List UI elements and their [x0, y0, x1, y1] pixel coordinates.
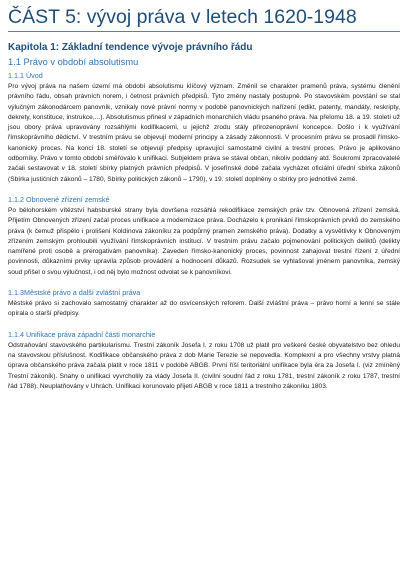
subsection-text-unification: Odstraňování stavovského partikularismu. Trestní zákoník Josefa I. z roku 1708 už platil pro veškeré české obyvatelstvo bez ohledu na stavovskou příslušnost. Kodifikace občanského práva z dob Marie Terezie se nepovedla. Komplexní a pro všechny vrstvy platná úprava občanského práva začala platit v roce 1811 v podobě ABGB. První říší teritoriální unifikace byla éra za Josefa I. (viz zmíněný Trestní zákoník). Snahy o unifikaci vyvrcholily za vlády Josefa II. (civilní soudní řád z roku 1781, trestní zákoník z roku 1787, trestní řád 1788). Neuplatňovány v Uhrách. Unifikaci korunovalo přijetí ABGB v roce 1811 a trestního zákoníku 1803. [8, 341, 400, 390]
subsection-heading-town-law: 1.1.3Městské právo a další zvláštní práva [8, 288, 141, 298]
subsection-text-intro: Pro vývoj práva na našem území má období absolutismu klíčový význam. Změnil se charakter pramenů práva, systému členění právního řádu, obsah právních norem, i četnost právních předpisů. Tyto změny nastaly postupně. Po stavovském povstání se stal výlučným zákonodárcem panovník, vznikaly nové právní normy v podobě panovnických nařízení (edikt, patenty, mandáty, reskripty, dekrety, konstituce, instrukce,...). Absolutismus přinesl v západních monarchiích vládu psaného práva. Na přelomu 18. a 19. století už jsou obory práva upravovány rozsáhlými kodifikacemi, u jejichž zrodu stály přirozenoprávní koncepce. Došlo i k využívání římskoprávního dědictví. V trestním právu se objevují moderní principy a zásady zákonnosti. V procesním právu se prosadil římsko-kanonický proces. Na konci 18. století se objevují předpisy upravující samostatně civilní a trestní proces. Právo je aplikováno odborníky. Právo v tomto období směřovalo k unifikaci. Subjektem práva se stával občan, nikoliv poddaný atd. Soukromí zpracovatelé začali sestavovat v 18. století sbírky platných právních předpisů. V josefínské době začala vycházet oficiální úřední sbírka zákonů (Sbírka justičních zákonů – 1780, Sbírky politických zákonů – 1790), v 19. století doplněny o sbírky pro jednotlivé země. [8, 83, 400, 183]
chapter-title: Kapitola 1: Základní tendence vývoje právního řádu [8, 42, 253, 53]
subsection-heading-unification: 1.1.4 Unifikace práva západní části monarchie [8, 329, 156, 339]
subsection-text-town-law: Městské právo si zachovalo samostatný charakter až do osvícenských reforem. Další zvláštní práva – právo horní a lenní se stále opírala o starší předpisy. [8, 300, 400, 318]
title-underline [8, 31, 400, 32]
section-title: 1.1 Právo v období absolutismu [8, 57, 139, 67]
subsection-text-renewed-land-ordinance: Po bělohorském vítězství habsburské strany byla dovršena rozsáhlá rekodifikace zemských práv tzv. Obnovená zřízení zemská. Přijetím Obnovených zřízení začal proces unifikace a modernizace práva. Docházelo k pronikání římskoprávních prvků do zemského práva (k čemuž přispělo i prolišení Koldínova zákoníku za podpůrný pramen zemského práva). Dodatky a vysvětlivky k Obnoveným zřízením zemským prohloubili využívání římskoprávních institucí. V trestním právu začalo pojmenování politických deliktů (delikty namířené proti osobě a prerogativám panovníka). Zaveden římsko-kanonický proces, povinnost zahajovat trestní řízení z úřední povinnosti, důkazními prvky upravila způsob provádění a hodnocení důkazů. Rozsudek se vyhlašoval jménem panovníka, zemský soud přišel o svou výlučnost, i od něj bylo možnost odvolat se k panovníkovi. [8, 206, 400, 276]
subsection-heading-renewed-land-ordinance: 1.1.2 Obnovené zřízení zemské [8, 194, 110, 204]
part-title: ČÁST 5: vývoj práva v letech 1620-1948 [8, 6, 357, 28]
subsection-heading-intro: 1.1.1 Úvod [8, 71, 43, 80]
